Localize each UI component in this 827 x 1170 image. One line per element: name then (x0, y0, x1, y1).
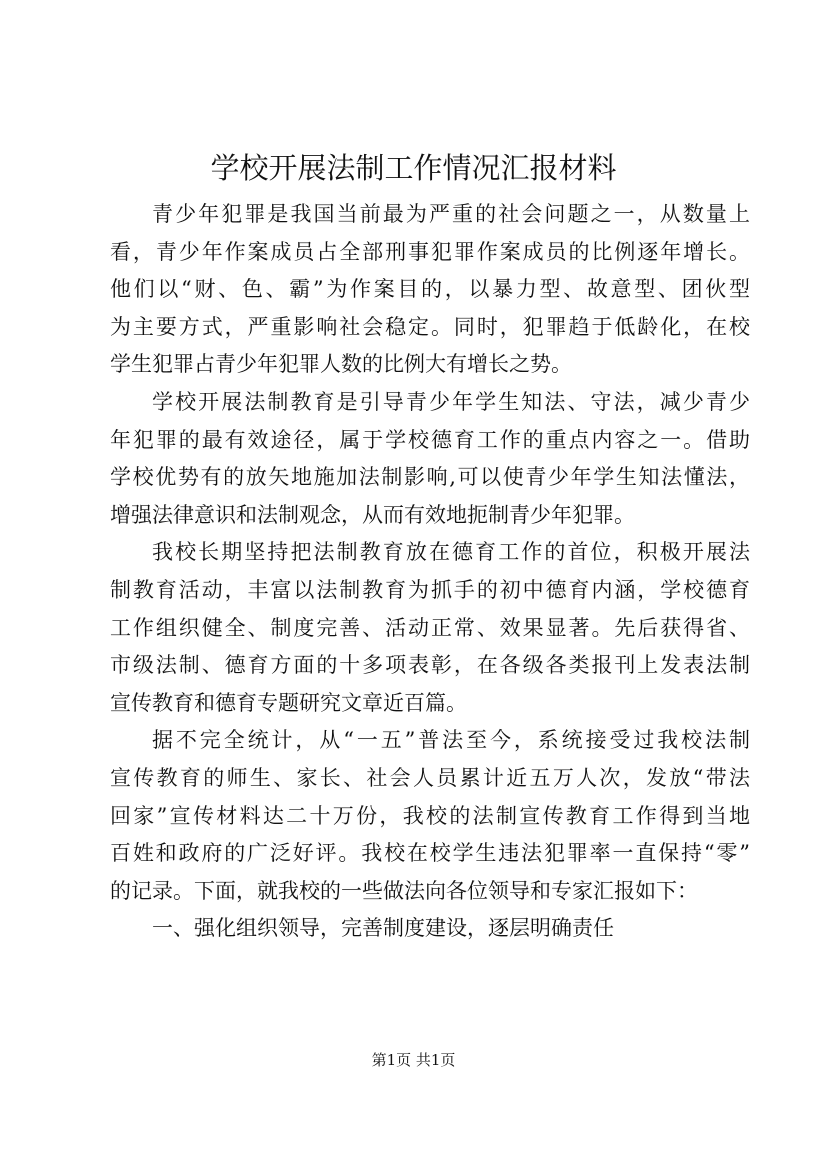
paragraph-4-line-1: 据不完全统计，从“一五”普法至今，系统接受过我校法制 (152, 728, 750, 753)
page-number-label: 第1页 共1页 (371, 1051, 456, 1069)
paragraph-2-line-4: 增强法律意识和法制观念，从而有效地扼制青少年犯罪。 (110, 502, 635, 527)
paragraph-3-line-2: 制教育活动，丰富以法制教育为抓手的初中德育内涵，学校德育 (110, 577, 750, 602)
paragraph-4-line-4: 百姓和政府的广泛好评。我校在校学生违法犯罪率一直保持“零” (110, 841, 750, 866)
paragraph-1-line-3: 他们以“财、色、霸”为作案目的，以暴力型、故意型、团伙型 (110, 277, 750, 302)
page-footer (0, 1049, 827, 1071)
paragraph-2-line-3: 学校优势有的放矢地施加法制影响,可以使青少年学生知法懂法， (110, 465, 750, 490)
paragraph-2-line-1: 学校开展法制教育是引导青少年学生知法、守法，减少青少 (152, 389, 750, 414)
paragraph-4-line-5: 的记录。下面，就我校的一些做法向各位领导和专家汇报如下： (110, 878, 698, 903)
paragraph-3-line-4: 市级法制、德育方面的十多项表彰，在各级各类报刊上发表法制 (110, 653, 750, 678)
paragraph-3-line-1: 我校长期坚持把法制教育放在德育工作的首位，积极开展法 (152, 540, 750, 565)
document-title: 学校开展法制工作情况汇报材料 (210, 151, 617, 185)
paragraph-4-line-2: 宣传教育的师生、家长、社会人员累计近五万人次，发放“带法 (110, 765, 750, 790)
paragraph-4-line-3: 回家”宣传材料达二十万份，我校的法制宣传教育工作得到当地 (110, 803, 750, 828)
paragraph-3-line-5: 宣传教育和德育专题研究文章近百篇。 (110, 690, 467, 715)
paragraph-2-line-2: 年犯罪的最有效途径，属于学校德育工作的重点内容之一。借助 (110, 427, 750, 452)
paragraph-1-line-2: 看，青少年作案成员占全部刑事犯罪作案成员的比例逐年增长。 (110, 239, 750, 264)
paragraph-1-line-5: 学生犯罪占青少年犯罪人数的比例大有增长之势。 (110, 352, 572, 377)
paragraph-3-line-3: 工作组织健全、制度完善、活动正常、效果显著。先后获得省、 (110, 615, 750, 640)
paragraph-1-line-4: 为主要方式，严重影响社会稳定。同时，犯罪趋于低龄化，在校 (110, 314, 750, 339)
paragraph-1-line-1: 青少年犯罪是我国当前最为严重的社会问题之一，从数量上 (152, 202, 750, 226)
section-heading-1: 一、强化组织领导，完善制度建设，逐层明确责任 (152, 916, 614, 941)
document-body (110, 196, 750, 948)
